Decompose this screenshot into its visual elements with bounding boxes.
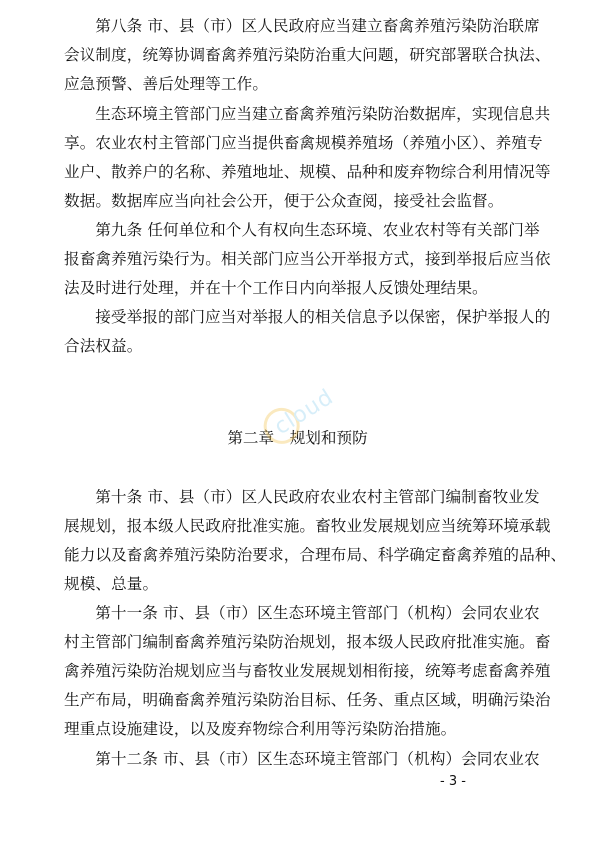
text-line: 能力以及畜禽养殖污染防治要求，合理布局、科学确定畜禽养殖的品种、 (64, 546, 567, 564)
text-line: 规模、总量。 (64, 575, 159, 593)
text-line: 会议制度，统筹协调畜禽养殖污染防治重大问题，研究部署联合执法、 (64, 46, 551, 64)
text-line: 接受举报的部门应当对举报人的相关信息予以保密，保护举报人的 (95, 308, 551, 326)
confidentiality-paragraph (64, 303, 551, 361)
article-8-paragraph (64, 12, 551, 99)
database-paragraph (64, 100, 551, 216)
text-line: 生态环境主管部门应当建立畜禽养殖污染防治数据库，实现信息共 (95, 105, 551, 123)
watermark-text: cloud (270, 384, 339, 441)
text-line: 应急预警、善后处理等工作。 (64, 75, 269, 93)
text-line: 第八条 市、县（市）区人民政府应当建立畜禽养殖污染防治联席 (95, 17, 540, 35)
text-line: 享。农业农村主管部门应当提供畜禽规模养殖场（养殖小区）、养殖专 (64, 134, 543, 152)
article-11-paragraph (64, 599, 551, 744)
article-9-paragraph (64, 216, 551, 303)
text-line: 业户、散养户的名称、养殖地址、规模、品种和废弃物综合利用情况等 (64, 163, 551, 181)
text-line: 展规划，报本级人民政府批准实施。畜牧业发展规划应当统筹环境承载 (64, 517, 551, 535)
chapter-heading: 第二章 规划和预防 (227, 429, 368, 447)
page-number: - 3 - (440, 774, 466, 789)
text-line: 报畜禽养殖污染行为。相关部门应当公开举报方式，接到举报后应当依 (64, 250, 551, 268)
text-line: 村主管部门编制畜禽养殖污染防治规划，报本级人民政府批准实施。畜 (64, 633, 551, 651)
text-line: 禽养殖污染防治规划应当与畜牧业发展规划相衔接，统筹考虑畜禽养殖 (64, 662, 551, 680)
article-12-paragraph (64, 745, 542, 774)
text-line: 第十一条 市、县（市）区生态环境主管部门（机构）会同农业农 (95, 604, 540, 622)
text-line: 第十条 市、县（市）区人民政府农业农村主管部门编制畜牧业发 (95, 488, 540, 506)
text-line: 合法权益。 (64, 337, 143, 355)
text-line: 第十二条 市、县（市）区生态环境主管部门（机构）会同农业农 (95, 750, 540, 768)
text-line: 法及时进行处理，并在十个工作日内向举报人反馈处理结果。 (64, 279, 488, 297)
text-line: 数据。数据库应当向社会公开，便于公众查阅，接受社会监督。 (64, 192, 504, 210)
text-line: 生产布局，明确畜禽养殖污染防治目标、任务、重点区域，明确污染治 (64, 691, 551, 709)
article-10-paragraph (64, 483, 567, 599)
text-line: 第九条 任何单位和个人有权向生态环境、农业农村等有关部门举 (95, 221, 540, 239)
text-line: 理重点设施建设，以及废弃物综合利用等污染防治措施。 (64, 720, 457, 738)
